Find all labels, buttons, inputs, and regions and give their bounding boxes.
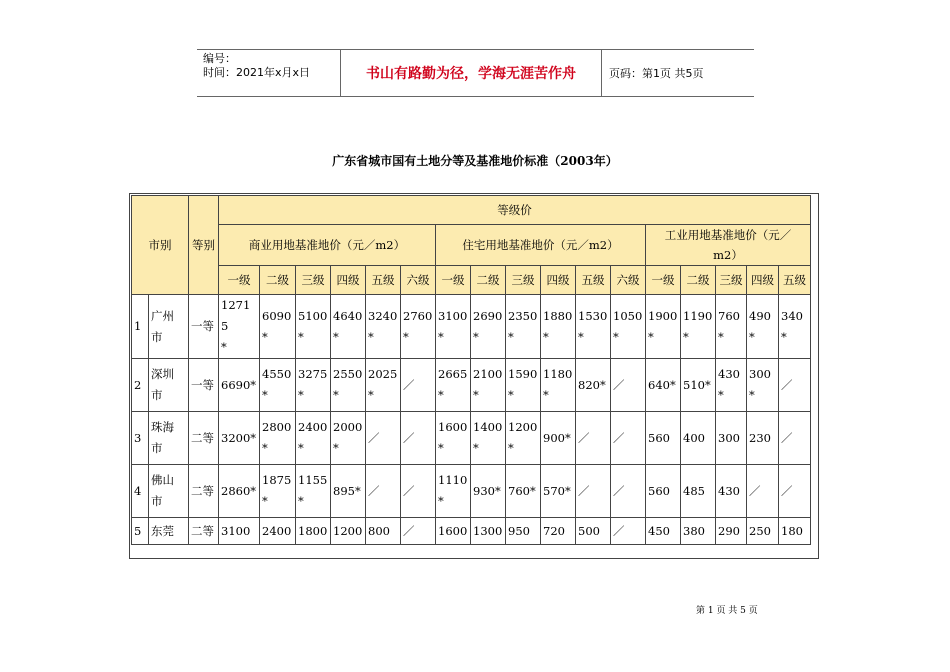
city-grade: 二等 <box>189 465 219 518</box>
city-name: 东莞 <box>149 518 189 545</box>
level-header: 二级 <box>471 266 506 295</box>
row-number: 3 <box>132 412 149 465</box>
industrial-price-cell: 230 <box>747 412 779 465</box>
residential-price-cell: 1530 * <box>576 295 611 359</box>
city-grade: 一等 <box>189 295 219 359</box>
residential-price-cell: 1400 * <box>471 412 506 465</box>
page-footer: 第 1 页 共 5 页 <box>696 606 758 616</box>
residential-price-cell: 500 <box>576 518 611 545</box>
industrial-price-cell: 430 <box>716 465 747 518</box>
commercial-price-cell: 3275 * <box>296 359 331 412</box>
level-header: 三级 <box>506 266 541 295</box>
residential-price-cell: ／ <box>611 412 646 465</box>
commercial-price-cell: ／ <box>401 359 436 412</box>
table-row <box>132 518 811 545</box>
level-header: 三级 <box>296 266 331 295</box>
residential-price-cell: ／ <box>611 518 646 545</box>
commercial-price-cell: 2860* <box>219 465 260 518</box>
commercial-price-cell: ／ <box>366 412 401 465</box>
commercial-price-cell: ／ <box>401 465 436 518</box>
city-name: 广州 市 <box>149 295 189 359</box>
industrial-price-cell: 380 <box>681 518 716 545</box>
industrial-price-cell: 300* <box>747 359 779 412</box>
header-commercial: 商业用地基准地价（元／m2） <box>219 225 436 266</box>
level-header: 四级 <box>541 266 576 295</box>
residential-price-cell: 900* <box>541 412 576 465</box>
header-residential: 住宅用地基准地价（元／m2） <box>436 225 646 266</box>
industrial-price-cell: 180 <box>779 518 811 545</box>
level-header: 六级 <box>611 266 646 295</box>
commercial-price-cell: 1800 <box>296 518 331 545</box>
city-grade: 一等 <box>189 359 219 412</box>
residential-price-cell: 570* <box>541 465 576 518</box>
header-grade-price: 等级价 <box>219 196 811 225</box>
residential-price-cell: ／ <box>611 359 646 412</box>
residential-price-cell: ／ <box>611 465 646 518</box>
residential-price-cell: ／ <box>576 412 611 465</box>
row-number: 5 <box>132 518 149 545</box>
industrial-price-cell: 485 <box>681 465 716 518</box>
city-grade: 二等 <box>189 518 219 545</box>
header-motto: 书山有路勤为径，学海无涯苦作舟 <box>340 50 602 96</box>
document-title: 广东省城市国有土地分等及基准地价标准（2003年） <box>332 154 618 168</box>
header-city: 市别 <box>132 196 189 295</box>
residential-price-cell: 2350 * <box>506 295 541 359</box>
residential-price-cell: 1600 <box>436 518 471 545</box>
table-row <box>132 295 811 359</box>
commercial-price-cell: 1200 <box>331 518 366 545</box>
residential-price-cell: 820* <box>576 359 611 412</box>
level-header: 三级 <box>716 266 747 295</box>
industrial-price-cell: 250 <box>747 518 779 545</box>
commercial-price-cell: 12715 * <box>219 295 260 359</box>
industrial-price-cell: 450 <box>646 518 681 545</box>
level-header: 五级 <box>366 266 401 295</box>
industrial-price-cell: 490* <box>747 295 779 359</box>
commercial-price-cell: 2000 * <box>331 412 366 465</box>
level-header: 五级 <box>779 266 811 295</box>
commercial-price-cell: 3200* <box>219 412 260 465</box>
residential-price-cell: 1200 * <box>506 412 541 465</box>
industrial-price-cell: 560 <box>646 412 681 465</box>
residential-price-cell: 3100 * <box>436 295 471 359</box>
level-header: 一级 <box>646 266 681 295</box>
residential-price-cell: 1300 <box>471 518 506 545</box>
level-header: 六级 <box>401 266 436 295</box>
industrial-price-cell: 640* <box>646 359 681 412</box>
commercial-price-cell: 6090 * <box>260 295 296 359</box>
residential-price-cell: 760* <box>506 465 541 518</box>
level-header: 五级 <box>576 266 611 295</box>
level-header-row <box>132 266 811 295</box>
level-header: 一级 <box>219 266 260 295</box>
commercial-price-cell: ／ <box>401 518 436 545</box>
residential-price-cell: 1590 * <box>506 359 541 412</box>
commercial-price-cell: 1875 * <box>260 465 296 518</box>
commercial-price-cell: ／ <box>366 465 401 518</box>
row-number: 2 <box>132 359 149 412</box>
commercial-price-cell: 895* <box>331 465 366 518</box>
document-header <box>197 49 754 97</box>
commercial-price-cell: 3240 * <box>366 295 401 359</box>
industrial-price-cell: ／ <box>747 465 779 518</box>
residential-price-cell: 1050 * <box>611 295 646 359</box>
industrial-price-cell: 300 <box>716 412 747 465</box>
row-number: 1 <box>132 295 149 359</box>
land-price-table <box>131 195 811 545</box>
industrial-price-cell: ／ <box>779 465 811 518</box>
residential-price-cell: 2100 * <box>471 359 506 412</box>
header-meta <box>197 50 340 98</box>
level-header: 四级 <box>331 266 366 295</box>
industrial-price-cell: 400 <box>681 412 716 465</box>
residential-price-cell: 950 <box>506 518 541 545</box>
city-name: 深圳 市 <box>149 359 189 412</box>
residential-price-cell: 2690 * <box>471 295 506 359</box>
row-number: 4 <box>132 465 149 518</box>
residential-price-cell: 1600 * <box>436 412 471 465</box>
commercial-price-cell: 2025 * <box>366 359 401 412</box>
residential-price-cell: 2665 * <box>436 359 471 412</box>
header-industrial: 工业用地基准地价（元／ m2） <box>646 225 811 266</box>
residential-price-cell: ／ <box>576 465 611 518</box>
industrial-price-cell: 560 <box>646 465 681 518</box>
industrial-price-cell: 1190 * <box>681 295 716 359</box>
commercial-price-cell: 4640 * <box>331 295 366 359</box>
serial-number-label: 编号： <box>203 52 236 65</box>
industrial-price-cell: 1900 * <box>646 295 681 359</box>
level-header: 二级 <box>681 266 716 295</box>
date-label: 时间：2021年x月x日 <box>203 66 311 79</box>
commercial-price-cell: 6690* <box>219 359 260 412</box>
commercial-price-cell: 800 <box>366 518 401 545</box>
industrial-price-cell: 760* <box>716 295 747 359</box>
residential-price-cell: 930* <box>471 465 506 518</box>
level-header: 二级 <box>260 266 296 295</box>
level-header: 四级 <box>747 266 779 295</box>
commercial-price-cell: 4550 * <box>260 359 296 412</box>
city-name: 珠海 市 <box>149 412 189 465</box>
residential-price-cell: 1110 * <box>436 465 471 518</box>
city-name: 佛山 市 <box>149 465 189 518</box>
industrial-price-cell: 340* <box>779 295 811 359</box>
commercial-price-cell: 2550 * <box>331 359 366 412</box>
level-header: 一级 <box>436 266 471 295</box>
commercial-price-cell: ／ <box>401 412 436 465</box>
commercial-price-cell: 2800 * <box>260 412 296 465</box>
industrial-price-cell: ／ <box>779 412 811 465</box>
industrial-price-cell: 430* <box>716 359 747 412</box>
header-grade: 等别 <box>189 196 219 295</box>
city-grade: 二等 <box>189 412 219 465</box>
industrial-price-cell: 510* <box>681 359 716 412</box>
header-page-number: 页码：第1页 共5页 <box>609 67 704 80</box>
table-row <box>132 465 811 518</box>
residential-price-cell: 1180 * <box>541 359 576 412</box>
commercial-price-cell: 2400 <box>260 518 296 545</box>
commercial-price-cell: 3100 <box>219 518 260 545</box>
commercial-price-cell: 2760 * <box>401 295 436 359</box>
table-row <box>132 412 811 465</box>
residential-price-cell: 720 <box>541 518 576 545</box>
table-row <box>132 359 811 412</box>
industrial-price-cell: ／ <box>779 359 811 412</box>
commercial-price-cell: 1155 * <box>296 465 331 518</box>
industrial-price-cell: 290 <box>716 518 747 545</box>
residential-price-cell: 1880 * <box>541 295 576 359</box>
commercial-price-cell: 2400 * <box>296 412 331 465</box>
commercial-price-cell: 5100 * <box>296 295 331 359</box>
